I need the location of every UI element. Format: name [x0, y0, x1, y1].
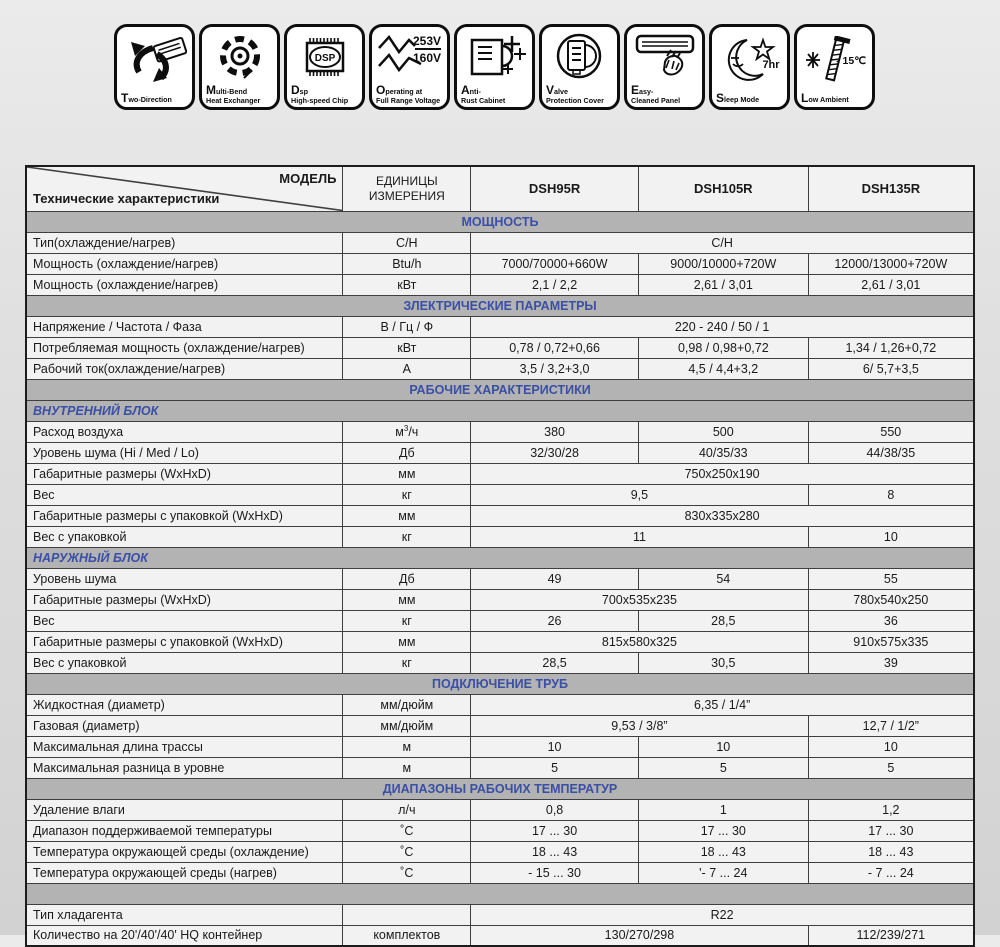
- value-cell: 17 ... 30: [638, 820, 808, 841]
- value-cell: 55: [808, 568, 974, 589]
- value-cell: 1,34 / 1,26+0,72: [808, 337, 974, 358]
- sleep-mode-badge: [709, 24, 790, 110]
- unit-cell: Btu/h: [343, 253, 471, 274]
- table-row: [26, 421, 974, 442]
- table-row: [26, 442, 974, 463]
- value-cell: 12,7 / 1/2”: [808, 715, 974, 736]
- value-cell: 780x540x250: [808, 589, 974, 610]
- table-row: [26, 589, 974, 610]
- value-cell: 44/38/35: [808, 442, 974, 463]
- value-cell: 18 ... 43: [808, 841, 974, 862]
- section-header-row: [26, 295, 974, 316]
- value-cell: 10: [471, 736, 639, 757]
- value-cell: 36: [808, 610, 974, 631]
- section-header-row: [26, 211, 974, 232]
- low-ambient-badge: [794, 24, 875, 110]
- unit-cell: мм: [343, 631, 471, 652]
- table-row: [26, 652, 974, 673]
- table-row: [26, 484, 974, 505]
- valve-protection-cover-badge: [539, 24, 620, 110]
- dsp-high-speed-chip-icon: [291, 30, 358, 84]
- section-title: ВНУТРЕННИЙ БЛОК: [26, 400, 974, 421]
- table-row: [26, 610, 974, 631]
- table-row: [26, 694, 974, 715]
- value-cell: 0,98 / 0,98+0,72: [638, 337, 808, 358]
- value-cell: 7000/70000+660W: [471, 253, 639, 274]
- value-cell: С/Н: [471, 232, 974, 253]
- value-cell: 30,5: [638, 652, 808, 673]
- row-label: Мощность (охлаждение/нагрев): [26, 274, 343, 295]
- badge-label: Operating at Full Range Voltage: [376, 82, 441, 105]
- value-cell: 54: [638, 568, 808, 589]
- value-cell: 2,1 / 2,2: [471, 274, 639, 295]
- svg-text:253V: 253V: [412, 33, 441, 48]
- value-cell: 49: [471, 568, 639, 589]
- badge-label: Sleep Mode: [716, 90, 760, 105]
- unit-cell: мм: [343, 589, 471, 610]
- row-label: Количество на 20'/40'/40' HQ контейнер: [26, 925, 343, 946]
- value-cell: 6,35 / 1/4”: [471, 694, 974, 715]
- value-cell: 815x580x325: [471, 631, 808, 652]
- section-header-row: [26, 883, 974, 904]
- value-cell: - 15 ... 30: [471, 862, 639, 883]
- full-range-voltage-badge: [369, 24, 450, 110]
- value-cell: 3,5 / 3,2+3,0: [471, 358, 639, 379]
- table-row: [26, 841, 974, 862]
- value-cell: 130/270/298: [471, 925, 808, 946]
- value-cell: 1,2: [808, 799, 974, 820]
- row-label: Уровень шума (Hi / Med / Lo): [26, 442, 343, 463]
- table-row: [26, 862, 974, 883]
- value-cell: '- 7 ... 24: [638, 862, 808, 883]
- table-row: [26, 505, 974, 526]
- value-cell: 5: [808, 757, 974, 778]
- row-label: Вес с упаковкой: [26, 652, 343, 673]
- unit-cell: мм/дюйм: [343, 694, 471, 715]
- model-column-header-1: DSH95R: [471, 166, 639, 211]
- row-label: Вес: [26, 484, 343, 505]
- value-cell: 26: [471, 610, 639, 631]
- section-title: НАРУЖНЫЙ БЛОК: [26, 547, 974, 568]
- value-cell: 18 ... 43: [471, 841, 639, 862]
- value-cell: 28,5: [471, 652, 639, 673]
- unit-cell: А: [343, 358, 471, 379]
- row-label: Напряжение / Частота / Фаза: [26, 316, 343, 337]
- row-label: Температура окружающей среды (нагрев): [26, 862, 343, 883]
- model-column-header-3: DSH135R: [808, 166, 974, 211]
- table-row: [26, 526, 974, 547]
- row-label: Вес с упаковкой: [26, 526, 343, 547]
- svg-text:160V: 160V: [412, 50, 441, 65]
- two-direction-badge: [114, 24, 195, 110]
- unit-cell: кг: [343, 652, 471, 673]
- sleep-mode-icon: [716, 30, 783, 92]
- value-cell: 17 ... 30: [471, 820, 639, 841]
- value-cell: 11: [471, 526, 808, 547]
- value-cell: 750x250x190: [471, 463, 974, 484]
- spec-table: [25, 165, 975, 947]
- badge-label: Multi-Bend Heat Exchanger: [206, 82, 261, 105]
- table-row: [26, 757, 974, 778]
- table-row: [26, 820, 974, 841]
- row-label: Габаритные размеры с упаковкой (WxHxD): [26, 631, 343, 652]
- anti-rust-cabinet-badge: [454, 24, 535, 110]
- row-label: Тип(охлаждение/нагрев): [26, 232, 343, 253]
- unit-cell: Дб: [343, 568, 471, 589]
- row-label: Максимальная разница в уровне: [26, 757, 343, 778]
- characteristics-header-label: Технические характеристики: [33, 190, 220, 206]
- table-row: [26, 463, 974, 484]
- easy-cleaned-panel-icon: [631, 30, 698, 84]
- row-label: Газовая (диаметр): [26, 715, 343, 736]
- value-cell: 9,53 / 3/8”: [471, 715, 808, 736]
- badge-label: Low Ambient: [801, 90, 849, 105]
- row-label: Удаление влаги: [26, 799, 343, 820]
- value-cell: 39: [808, 652, 974, 673]
- unit-cell: Дб: [343, 442, 471, 463]
- value-cell: 5: [638, 757, 808, 778]
- row-label: Габаритные размеры (WxHxD): [26, 463, 343, 484]
- section-title: [26, 883, 974, 904]
- value-cell: 12000/13000+720W: [808, 253, 974, 274]
- unit-cell: С/Н: [343, 232, 471, 253]
- section-title: ДИАПАЗОНЫ РАБОЧИХ ТЕМПЕРАТУР: [26, 778, 974, 799]
- table-row: [26, 568, 974, 589]
- row-label: Максимальная длина трассы: [26, 736, 343, 757]
- unit-cell: ˚С: [343, 841, 471, 862]
- table-row: [26, 253, 974, 274]
- section-title: РАБОЧИЕ ХАРАКТЕРИСТИКИ: [26, 379, 974, 400]
- unit-cell: м: [343, 736, 471, 757]
- row-label: Габаритные размеры (WxHxD): [26, 589, 343, 610]
- row-label: Расход воздуха: [26, 421, 343, 442]
- badge-label: Easy- Cleaned Panel: [631, 82, 681, 105]
- row-label: Уровень шума: [26, 568, 343, 589]
- value-cell: 700x535x235: [471, 589, 808, 610]
- section-title: ЗЛЕКТРИЧЕСКИЕ ПАРАМЕТРЫ: [26, 295, 974, 316]
- value-cell: 2,61 / 3,01: [638, 274, 808, 295]
- anti-rust-cabinet-icon: [461, 30, 528, 84]
- easy-cleaned-panel-badge: [624, 24, 705, 110]
- dsp-high-speed-chip-badge: [284, 24, 365, 110]
- value-cell: 17 ... 30: [808, 820, 974, 841]
- section-header-row: [26, 400, 974, 421]
- unit-cell: кг: [343, 484, 471, 505]
- value-cell: 10: [808, 526, 974, 547]
- table-row: [26, 904, 974, 925]
- unit-cell: кВт: [343, 274, 471, 295]
- value-cell: 220 - 240 / 50 / 1: [471, 316, 974, 337]
- value-cell: 5: [471, 757, 639, 778]
- row-label: Мощность (охлаждение/нагрев): [26, 253, 343, 274]
- table-row: [26, 715, 974, 736]
- value-cell: - 7 ... 24: [808, 862, 974, 883]
- value-cell: 380: [471, 421, 639, 442]
- valve-protection-cover-icon: [546, 30, 613, 84]
- value-cell: 8: [808, 484, 974, 505]
- value-cell: 18 ... 43: [638, 841, 808, 862]
- units-header-cell: ЕДИНИЦЫ ИЗМЕРЕНИЯ: [343, 166, 471, 211]
- svg-text:- 15℃: - 15℃: [835, 54, 866, 67]
- value-cell: 0,78 / 0,72+0,66: [471, 337, 639, 358]
- value-cell: 6/ 5,7+3,5: [808, 358, 974, 379]
- table-row: [26, 232, 974, 253]
- table-row: [26, 631, 974, 652]
- feature-badge-strip: [114, 24, 886, 110]
- row-label: Диапазон поддерживаемой температуры: [26, 820, 343, 841]
- badge-label: Anti- Rust Cabinet: [461, 82, 506, 105]
- model-column-header-2: DSH105R: [638, 166, 808, 211]
- table-row: [26, 736, 974, 757]
- value-cell: R22: [471, 904, 974, 925]
- table-row: [26, 358, 974, 379]
- multi-bend-heat-exchanger-icon: [206, 30, 273, 84]
- value-cell: 0,8: [471, 799, 639, 820]
- badge-label: Dsp High-speed Chip: [291, 82, 349, 105]
- unit-cell: ˚С: [343, 820, 471, 841]
- row-label: Габаритные размеры с упаковкой (WxHxD): [26, 505, 343, 526]
- row-label: Жидкостная (диаметр): [26, 694, 343, 715]
- table-header-row: [26, 166, 974, 211]
- unit-cell: мм: [343, 505, 471, 526]
- svg-text:7hr: 7hr: [761, 58, 780, 71]
- unit-cell: кг: [343, 610, 471, 631]
- section-header-row: [26, 379, 974, 400]
- value-cell: 830x335x280: [471, 505, 974, 526]
- unit-cell: В / Гц / Ф: [343, 316, 471, 337]
- model-characteristics-header-cell: [26, 166, 343, 211]
- value-cell: 40/35/33: [638, 442, 808, 463]
- unit-cell: мм/дюйм: [343, 715, 471, 736]
- value-cell: 9000/10000+720W: [638, 253, 808, 274]
- section-title: ПОДКЛЮЧЕНИЕ ТРУБ: [26, 673, 974, 694]
- value-cell: 28,5: [638, 610, 808, 631]
- model-header-label: МОДЕЛЬ: [279, 171, 337, 186]
- value-cell: 32/30/28: [471, 442, 639, 463]
- unit-cell: кВт: [343, 337, 471, 358]
- value-cell: 2,61 / 3,01: [808, 274, 974, 295]
- table-row: [26, 799, 974, 820]
- unit-cell: л/ч: [343, 799, 471, 820]
- section-header-row: [26, 778, 974, 799]
- value-cell: 10: [638, 736, 808, 757]
- table-row: [26, 925, 974, 946]
- value-cell: 10: [808, 736, 974, 757]
- section-title: МОЩНОСТЬ: [26, 211, 974, 232]
- row-label: Рабочий ток(охлаждение/нагрев): [26, 358, 343, 379]
- unit-cell: кг: [343, 526, 471, 547]
- table-row: [26, 337, 974, 358]
- table-row: [26, 274, 974, 295]
- section-header-row: [26, 547, 974, 568]
- value-cell: 9,5: [471, 484, 808, 505]
- unit-cell: комплектов: [343, 925, 471, 946]
- value-cell: 910x575x335: [808, 631, 974, 652]
- two-direction-icon: [121, 30, 188, 92]
- full-range-voltage-icon: [376, 30, 443, 84]
- svg-text:DSP: DSP: [314, 52, 335, 64]
- value-cell: 500: [638, 421, 808, 442]
- section-header-row: [26, 673, 974, 694]
- row-label: Вес: [26, 610, 343, 631]
- value-cell: 112/239/271: [808, 925, 974, 946]
- value-cell: 1: [638, 799, 808, 820]
- row-label: Потребляемая мощность (охлаждение/нагрев): [26, 337, 343, 358]
- row-label: Тип хладагента: [26, 904, 343, 925]
- unit-cell: мм: [343, 463, 471, 484]
- value-cell: 550: [808, 421, 974, 442]
- unit-cell: $м^3/ч$: [343, 421, 471, 442]
- badge-label: Valve Protection Cover: [546, 82, 604, 105]
- unit-cell: м: [343, 757, 471, 778]
- unit-cell: ˚С: [343, 862, 471, 883]
- unit-cell: [343, 904, 471, 925]
- value-cell: 4,5 / 4,4+3,2: [638, 358, 808, 379]
- low-ambient-icon: [801, 30, 868, 92]
- table-row: [26, 316, 974, 337]
- row-label: Температура окружающей среды (охлаждение): [26, 841, 343, 862]
- multi-bend-heat-exchanger-badge: [199, 24, 280, 110]
- badge-label: Two-Direction: [121, 90, 172, 105]
